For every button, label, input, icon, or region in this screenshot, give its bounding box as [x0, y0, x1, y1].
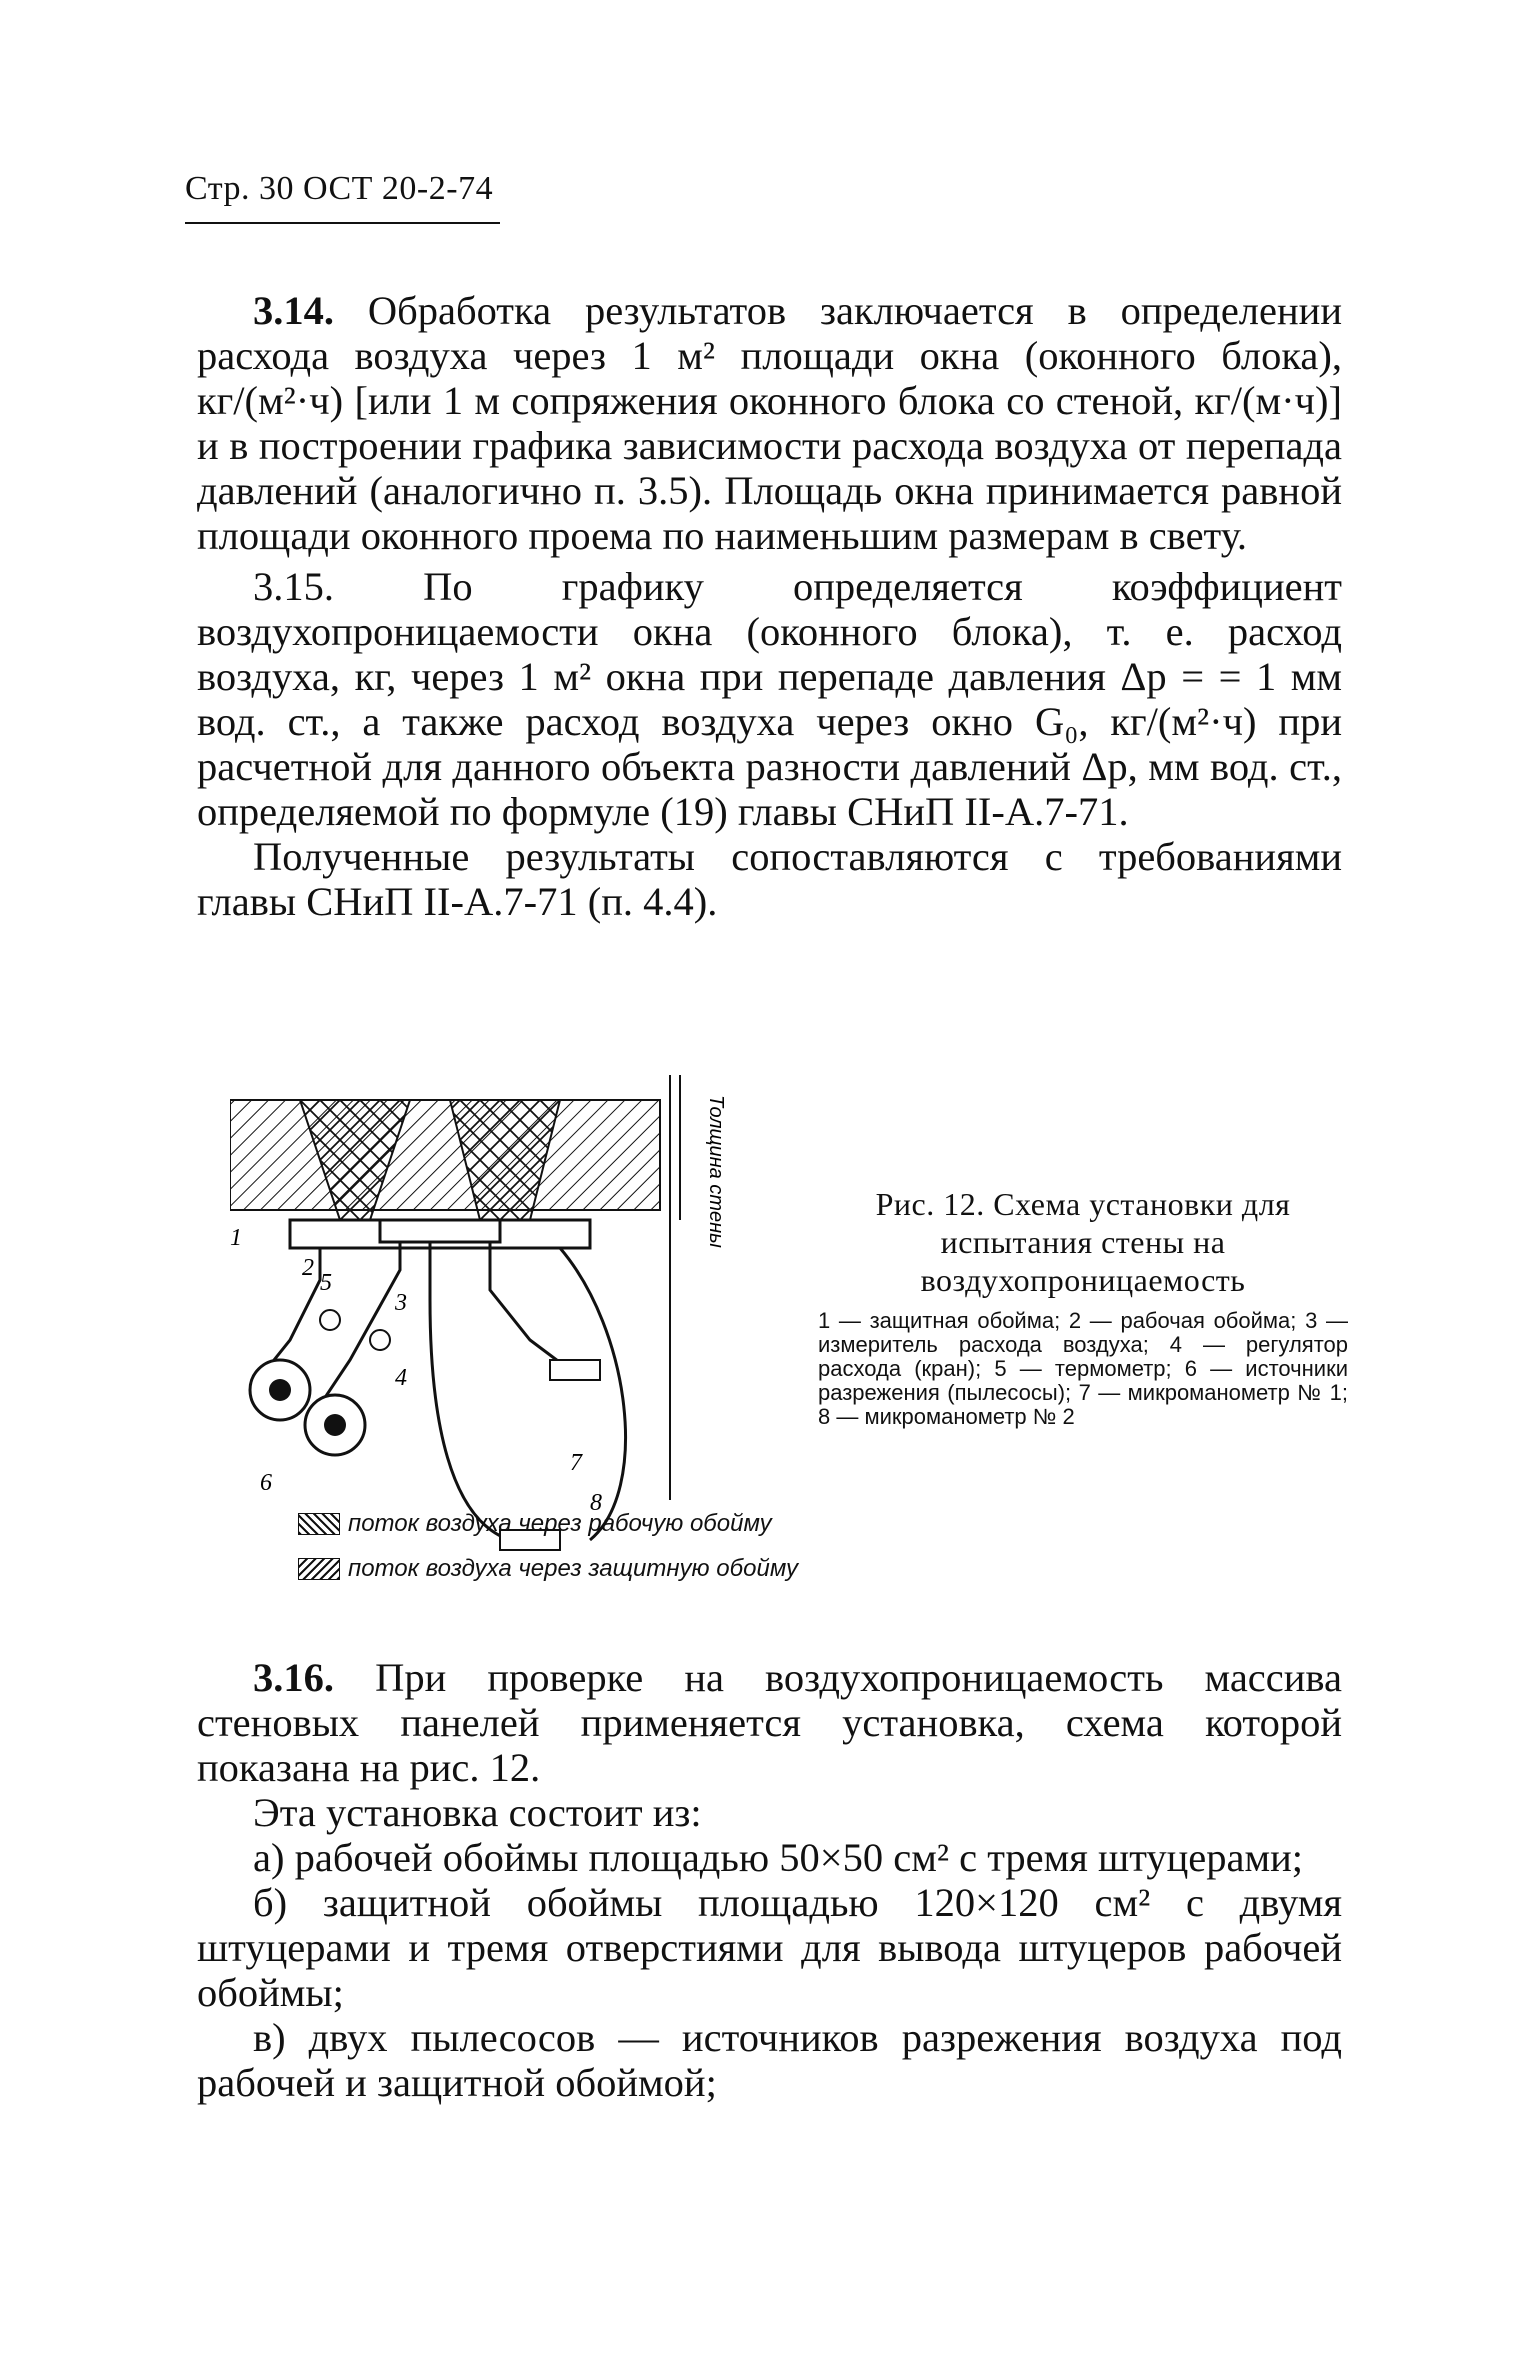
section-number: 3.16.: [253, 1655, 334, 1700]
list-intro: Эта установка состоит из:: [253, 1790, 702, 1835]
micromanometer-1: [550, 1360, 600, 1380]
paragraph-3-14: [197, 288, 1342, 558]
label-7: 7: [570, 1450, 582, 1476]
text-block-bottom: [197, 1655, 1342, 2105]
page-header: Стр. 30 ОСТ 20-2-74: [185, 170, 494, 207]
label-8: 8: [590, 1490, 602, 1516]
tube-3: [430, 1242, 510, 1540]
paragraph-3-15: [197, 564, 1342, 834]
section-number: 3.15.: [253, 564, 334, 609]
vacuum-1-core: [269, 1379, 291, 1401]
working-holder: [380, 1220, 500, 1242]
legend-work-flow: [298, 1510, 772, 1538]
label-5: 5: [320, 1270, 332, 1296]
label-2: 2: [302, 1255, 314, 1281]
wall-body: [230, 1100, 660, 1210]
flow-meter: [320, 1310, 340, 1330]
tube-2: [310, 1242, 400, 1420]
paragraph-text: По графику определяется коэффициент воздухопроницаемости окна (оконного блока), т. е. расход воздуха, кг, через 1 м² окна при перепаде давления Δp = = 1 мм вод. ст., а также расход воздуха через окно G₀, кг/(м²·ч) при расчетной для данного объекта разности давлений Δp, мм вод. ст., определяемой по формуле (19) главы СНиП II-А.7-71.: [197, 564, 1343, 834]
label-1: 1: [230, 1225, 242, 1251]
label-4: 4: [395, 1365, 407, 1391]
hatch-swatch-protect: [298, 1558, 340, 1580]
legend-text: поток воздуха через рабочую обойму: [348, 1510, 772, 1537]
paragraph-text: При проверке на воздухопроницаемость массива стеновых панелей применяется установка, схема которой показана на рис. 12.: [197, 1655, 1343, 1790]
hatch-swatch-work: [298, 1513, 340, 1535]
label-6: 6: [260, 1470, 272, 1496]
paragraph-3-16: [197, 1655, 1342, 1790]
text-block-top: [197, 288, 1342, 924]
section-number: 3.14.: [253, 288, 334, 333]
caption-body: 1 — защитная обойма; 2 — рабочая обойма; 3 — измеритель расхода воздуха; 4 — регулятор расхода (кран); 5 — термометр; 6 — источники разрежения (пылесосы); 7 — микроманометр № 1; 8 — микроманометр № 2: [818, 1308, 1348, 1429]
paragraph-result: Полученные результаты сопоставляются с требованиями главы СНиП II-А.7-71 (п. 4.4).: [197, 834, 1342, 924]
label-3: 3: [395, 1290, 407, 1316]
tube-4: [490, 1242, 570, 1370]
paragraph-text: Обработка результатов заключается в определении расхода воздуха через 1 м² площади окна (оконного блока), кг/(м²·ч) [или 1 м сопряжения оконного блока со стеной, кг/(м·ч)] и в построении графика зависимости расхода воздуха от перепада давлений (аналогично п. 3.5). Площадь окна принимается равной площади оконного проема по наименьшим размерам в свету.: [197, 288, 1343, 558]
caption-title: Рис. 12. Схема установки для испытания стены на воздухопроницаемость: [875, 1186, 1291, 1298]
header-rule: [185, 222, 500, 224]
figure-caption: [818, 1185, 1348, 1429]
list-item-c: в) двух пылесосов — источников разрежения воздуха под рабочей и защитной обоймой;: [197, 2015, 1342, 2105]
legend-protect-flow: [298, 1555, 798, 1583]
vacuum-2-core: [324, 1414, 346, 1436]
regulator: [370, 1330, 390, 1350]
legend-text: поток воздуха через защитную обойму: [348, 1555, 798, 1582]
list-item-a: а) рабочей обоймы площадью 50×50 см² с тремя штуцерами;: [253, 1835, 1304, 1880]
list-item-b: б) защитной обоймы площадью 120×120 см² с двумя штуцерами и тремя отверстиями для вывода штуцеров рабочей обоймы;: [197, 1880, 1342, 2015]
wall-thickness-label: Толщина стены: [705, 1095, 727, 1248]
